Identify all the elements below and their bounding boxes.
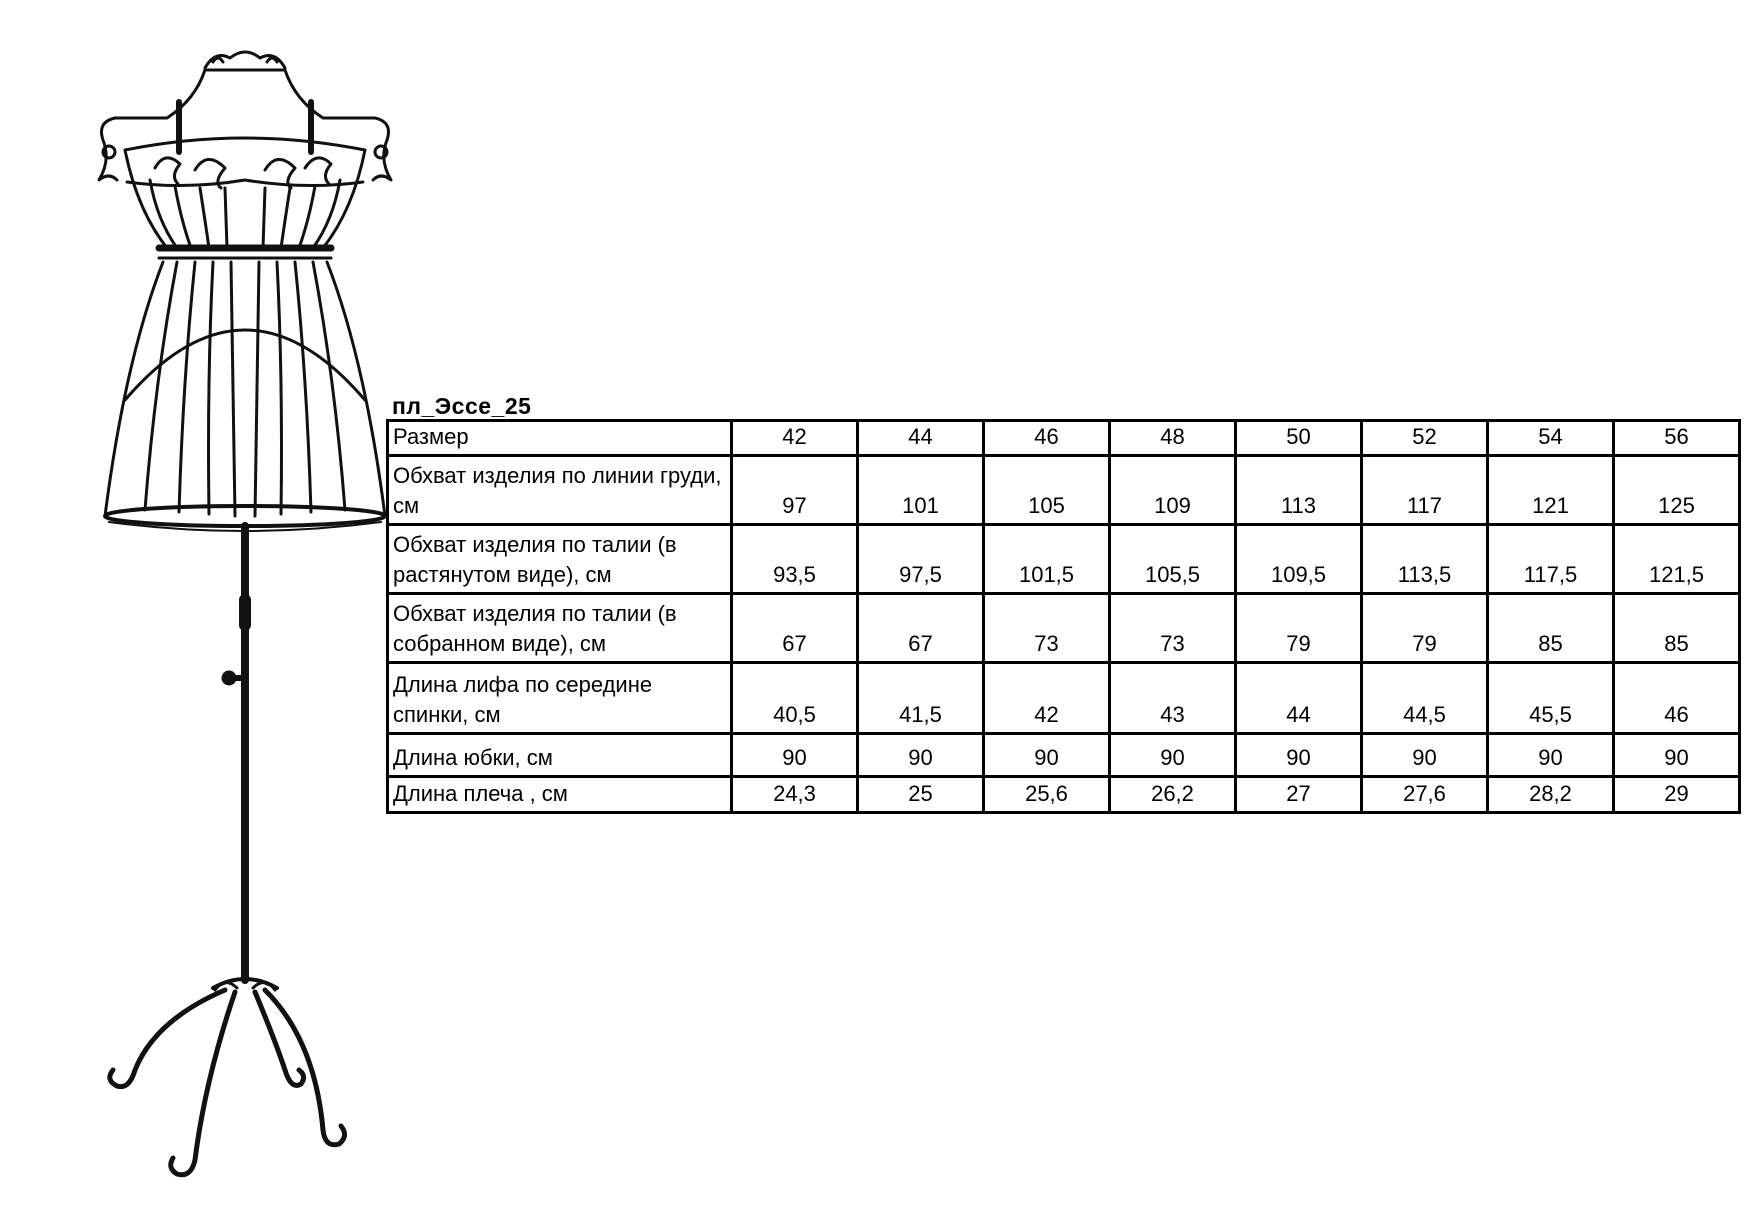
size-header-cell: 48 — [1110, 421, 1236, 456]
table-cell: 90 — [1236, 734, 1362, 777]
table-row — [388, 777, 1740, 813]
table-title: пл_Эссе_25 — [392, 393, 532, 419]
table-row — [388, 594, 1740, 663]
table-row — [388, 525, 1740, 594]
table-cell: 27 — [1236, 777, 1362, 813]
table-cell: 121 — [1488, 456, 1614, 525]
table-row — [388, 663, 1740, 734]
table-cell: 105,5 — [1110, 525, 1236, 594]
table-cell: 113,5 — [1362, 525, 1488, 594]
row-label: Длина плеча , см — [388, 777, 732, 813]
row-label: Обхват изделия по талии (в собранном виде), см — [388, 594, 732, 663]
table-cell: 29 — [1614, 777, 1740, 813]
size-header-cell: 56 — [1614, 421, 1740, 456]
table-cell: 73 — [1110, 594, 1236, 663]
size-header-cell: 50 — [1236, 421, 1362, 456]
size-header-cell: 44 — [858, 421, 984, 456]
table-cell: 67 — [858, 594, 984, 663]
table-cell: 25 — [858, 777, 984, 813]
table-cell: 109,5 — [1236, 525, 1362, 594]
size-header-cell: 46 — [984, 421, 1110, 456]
table-cell: 90 — [858, 734, 984, 777]
table-cell: 90 — [1488, 734, 1614, 777]
size-header-cell: 52 — [1362, 421, 1488, 456]
header-row — [388, 421, 1740, 456]
table-cell: 97 — [732, 456, 858, 525]
table-cell: 101 — [858, 456, 984, 525]
table-cell: 44,5 — [1362, 663, 1488, 734]
table-cell: 40,5 — [732, 663, 858, 734]
table-cell: 90 — [732, 734, 858, 777]
table-cell: 85 — [1488, 594, 1614, 663]
table-cell: 90 — [1614, 734, 1740, 777]
table-cell: 41,5 — [858, 663, 984, 734]
row-label: Обхват изделия по линии груди, см — [388, 456, 732, 525]
table-cell: 101,5 — [984, 525, 1110, 594]
table-cell: 46 — [1614, 663, 1740, 734]
table-cell: 97,5 — [858, 525, 984, 594]
table-cell: 90 — [1362, 734, 1488, 777]
table-cell: 125 — [1614, 456, 1740, 525]
table-cell: 67 — [732, 594, 858, 663]
table-cell: 85 — [1614, 594, 1740, 663]
header-label: Размер — [388, 421, 732, 456]
table-cell: 26,2 — [1110, 777, 1236, 813]
table-cell: 45,5 — [1488, 663, 1614, 734]
table-cell: 93,5 — [732, 525, 858, 594]
mannequin-image — [95, 40, 395, 1210]
table-cell: 43 — [1110, 663, 1236, 734]
table-row — [388, 734, 1740, 777]
table-cell: 117,5 — [1488, 525, 1614, 594]
size-header-cell: 54 — [1488, 421, 1614, 456]
table-cell: 90 — [984, 734, 1110, 777]
table-cell: 24,3 — [732, 777, 858, 813]
table-cell: 44 — [1236, 663, 1362, 734]
row-label: Длина лифа по середине спинки, см — [388, 663, 732, 734]
table-cell: 79 — [1362, 594, 1488, 663]
table-cell: 79 — [1236, 594, 1362, 663]
size-header-cell: 42 — [732, 421, 858, 456]
table-cell: 73 — [984, 594, 1110, 663]
table-cell: 25,6 — [984, 777, 1110, 813]
table-row — [388, 456, 1740, 525]
size-chart-table — [386, 419, 1741, 814]
row-label: Обхват изделия по талии (в растянутом виде), см — [388, 525, 732, 594]
table-cell: 109 — [1110, 456, 1236, 525]
table-cell: 105 — [984, 456, 1110, 525]
table-cell: 113 — [1236, 456, 1362, 525]
table-cell: 121,5 — [1614, 525, 1740, 594]
table-cell: 117 — [1362, 456, 1488, 525]
table-cell: 42 — [984, 663, 1110, 734]
table-cell: 28,2 — [1488, 777, 1614, 813]
row-label: Длина юбки, см — [388, 734, 732, 777]
table-cell: 27,6 — [1362, 777, 1488, 813]
table-cell: 90 — [1110, 734, 1236, 777]
